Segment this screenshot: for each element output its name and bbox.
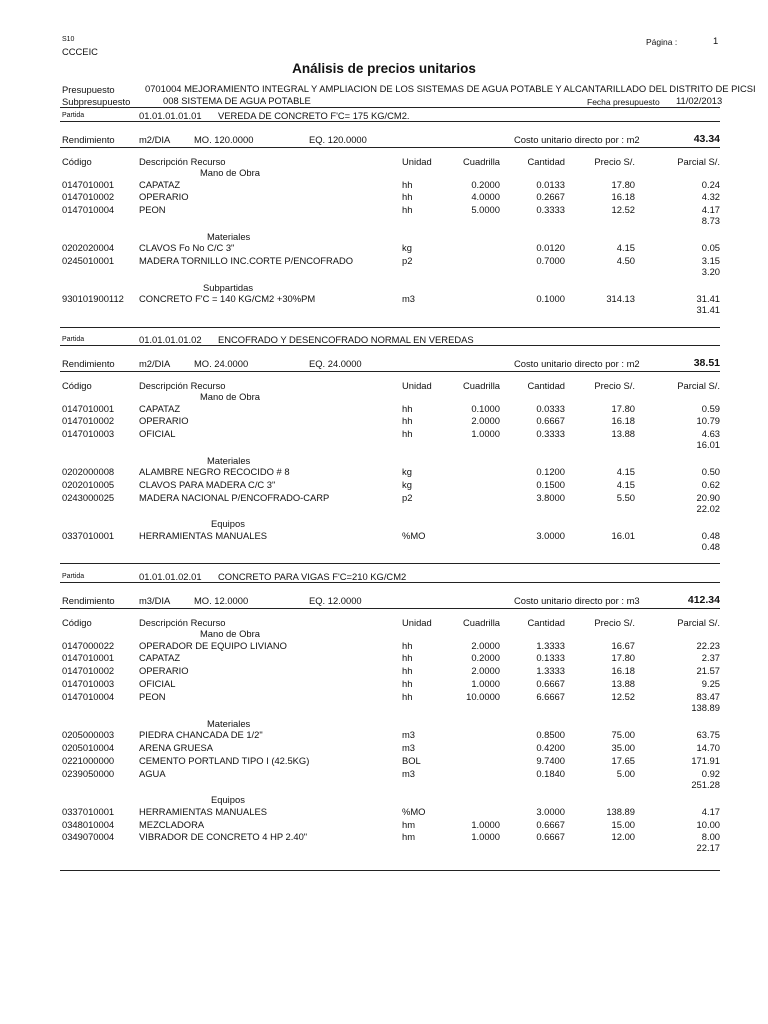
costo-label — [514, 358, 640, 369]
cell-code: 0147010004 — [62, 204, 115, 216]
cell-code: 0147010001 — [62, 178, 115, 190]
cell-parcial: 0.62 — [701, 479, 720, 491]
table-row — [0, 806, 768, 818]
cell-code: 0205010004 — [62, 741, 115, 753]
costo-label — [514, 595, 640, 606]
cell-description: OPERARIO — [139, 415, 189, 427]
cell-cuadrilla: 10.0000 — [466, 691, 500, 703]
partida-divider — [60, 582, 720, 583]
costo-value: 43.34 — [693, 133, 720, 145]
cell-precio: 12.00 — [611, 831, 635, 843]
group-total: 0.48 — [701, 540, 720, 552]
cell-code: 930101900112 — [62, 293, 124, 304]
col-cantidad: Cantidad — [527, 380, 565, 391]
cell-description: MADERA NACIONAL P/ENCOFRADO-CARP — [139, 492, 330, 503]
cell-unit: hh — [402, 639, 413, 651]
cell-parcial: 0.59 — [701, 402, 720, 414]
cell-cantidad: 0.1200 — [536, 466, 565, 478]
rendimiento-label: Rendimiento — [62, 358, 115, 369]
costo-unit: m2 — [626, 134, 640, 145]
cell-code: 0337010001 — [62, 805, 115, 817]
costo-value: 412.34 — [687, 594, 720, 606]
cell-cantidad: 6.6667 — [536, 691, 565, 703]
cell-description: VIBRADOR DE CONCRETO 4 HP 2.40" — [139, 831, 308, 843]
cell-unit: %MO — [402, 805, 426, 817]
cell-cantidad: 0.6667 — [536, 678, 565, 690]
cell-precio: 16.01 — [611, 529, 635, 541]
cell-description: HERRAMIENTAS MANUALES — [139, 529, 267, 541]
group-title: Mano de Obra — [200, 628, 260, 639]
cell-description: OPERADOR DE EQUIPO LIVIANO — [139, 639, 287, 651]
cell-unit: m3 — [402, 741, 416, 753]
cell-precio: 138.89 — [606, 805, 635, 817]
page-label: Página : — [646, 37, 678, 47]
col-unidad: Unidad — [402, 617, 432, 628]
cell-parcial: 31.41 — [696, 293, 720, 304]
rendimiento-divider — [60, 371, 720, 372]
cell-cuadrilla: 0.2000 — [471, 178, 500, 190]
cell-description: CLAVOS Fo No C/C 3" — [139, 242, 235, 254]
cell-parcial: 0.92 — [701, 767, 720, 779]
cell-description: ARENA GRUESA — [139, 741, 213, 753]
group-total: 3.20 — [701, 266, 720, 277]
cell-cuadrilla: 2.0000 — [471, 415, 500, 427]
cell-unit: hh — [402, 415, 413, 427]
partida-divider — [60, 345, 720, 346]
table-row — [0, 819, 768, 831]
cell-code: 0243000025 — [62, 492, 115, 503]
cell-parcial: 3.15 — [701, 255, 720, 267]
cell-cuadrilla: 1.0000 — [471, 818, 500, 830]
cell-precio: 17.80 — [611, 402, 635, 414]
cell-cantidad: 1.3333 — [536, 639, 565, 651]
cell-cantidad: 0.1500 — [536, 479, 565, 491]
system-code: S10 — [62, 36, 75, 43]
cell-precio: 16.18 — [611, 665, 635, 677]
col-descripcion: Descripción Recurso — [139, 380, 226, 391]
cell-cantidad: 0.1333 — [536, 652, 565, 664]
cell-description: CAPATAZ — [139, 402, 181, 414]
cell-cantidad: 0.4200 — [536, 741, 565, 753]
group-total: 31.41 — [696, 303, 720, 315]
cell-code: 0239050000 — [62, 767, 115, 779]
cell-unit: hh — [402, 678, 413, 690]
partida-label: Partida — [62, 573, 85, 580]
rendimiento-unit: m2/DIA — [139, 358, 171, 369]
col-unidad: Unidad — [402, 156, 432, 167]
costo-unit: m3 — [626, 595, 640, 606]
company-name: CCCEIC — [62, 46, 98, 57]
cell-description: PEON — [139, 691, 166, 703]
group-total: 16.01 — [696, 439, 720, 451]
subpresupuesto-label: Subpresupuesto — [62, 96, 131, 107]
cell-parcial: 0.24 — [701, 178, 720, 190]
cell-unit: hh — [402, 178, 413, 190]
partida-divider — [60, 121, 720, 122]
costo-value: 38.51 — [693, 357, 720, 369]
cell-parcial: 4.17 — [701, 204, 720, 216]
cell-parcial: 171.91 — [691, 754, 720, 766]
cell-unit: p2 — [402, 255, 413, 267]
cell-unit: m3 — [402, 729, 416, 740]
cell-unit: hh — [402, 428, 413, 440]
cell-precio: 17.65 — [611, 754, 635, 766]
cell-parcial: 10.79 — [696, 415, 720, 427]
cell-parcial: 14.70 — [696, 741, 720, 753]
rendimiento-unit: m3/DIA — [139, 595, 171, 606]
fecha-label: Fecha presupuesto — [587, 97, 660, 107]
cell-precio: 4.15 — [616, 242, 635, 254]
rendimiento-divider — [60, 147, 720, 148]
cell-unit: hm — [402, 818, 416, 830]
group-total: 8.73 — [701, 215, 720, 227]
rendimiento-unit: m2/DIA — [139, 134, 171, 145]
partida-name: ENCOFRADO Y DESENCOFRADO NORMAL EN VEREDAS — [218, 334, 474, 345]
cell-precio: 4.15 — [616, 479, 635, 491]
cell-description: MADERA TORNILLO INC.CORTE P/ENCOFRADO — [139, 255, 354, 267]
cell-code: 0205000003 — [62, 729, 115, 740]
column-header — [0, 380, 768, 392]
costo-label-text: Costo unitario directo por : — [514, 595, 627, 606]
cell-precio: 17.80 — [611, 178, 635, 190]
cell-cantidad: 0.6667 — [536, 415, 565, 427]
cell-code: 0147010002 — [62, 415, 115, 427]
cell-parcial: 0.48 — [701, 529, 720, 541]
cell-cantidad: 0.3333 — [536, 428, 565, 440]
table-row — [0, 729, 768, 741]
col-unidad: Unidad — [402, 380, 432, 391]
cell-precio: 16.18 — [611, 191, 635, 203]
cell-cantidad: 0.0333 — [536, 402, 565, 414]
cell-cantidad: 0.0120 — [536, 242, 565, 254]
col-cuadrilla: Cuadrilla — [463, 156, 500, 167]
mo-value: MO. 120.0000 — [194, 134, 254, 145]
cell-description: HERRAMIENTAS MANUALES — [139, 805, 267, 817]
cell-precio: 13.88 — [611, 678, 635, 690]
cell-code: 0147010002 — [62, 665, 115, 677]
cell-cantidad: 0.3333 — [536, 204, 565, 216]
partida-name: VEREDA DE CONCRETO F'C= 175 KG/CM2. — [218, 110, 410, 121]
cell-unit: kg — [402, 242, 412, 254]
cell-precio: 12.52 — [611, 204, 635, 216]
cell-code: 0147010003 — [62, 678, 115, 690]
col-parcial: Parcial S/. — [677, 617, 720, 628]
cell-unit: p2 — [402, 492, 413, 503]
cell-unit: hh — [402, 691, 413, 703]
column-header — [0, 617, 768, 629]
cell-precio: 35.00 — [611, 741, 635, 753]
cell-description: CEMENTO PORTLAND TIPO I (42.5KG) — [139, 754, 310, 766]
cell-precio: 13.88 — [611, 428, 635, 440]
table-row — [0, 678, 768, 690]
cell-cantidad: 3.0000 — [536, 529, 565, 541]
cell-code: 0202000008 — [62, 466, 115, 478]
group-title: Equipos — [211, 794, 245, 806]
cell-parcial: 10.00 — [696, 818, 720, 830]
cell-unit: hm — [402, 831, 416, 843]
eq-value: EQ. 24.0000 — [309, 358, 362, 369]
col-descripcion: Descripción Recurso — [139, 156, 226, 167]
cell-unit: hh — [402, 191, 413, 203]
header-divider — [60, 107, 720, 108]
cell-description: OFICIAL — [139, 678, 176, 690]
group-title: Equipos — [211, 518, 245, 530]
table-row — [0, 191, 768, 203]
cell-parcial: 83.47 — [696, 691, 720, 703]
cell-precio: 12.52 — [611, 691, 635, 703]
cell-description: PIEDRA CHANCADA DE 1/2" — [139, 729, 263, 740]
col-cuadrilla: Cuadrilla — [463, 617, 500, 628]
mo-value: MO. 24.0000 — [194, 358, 249, 369]
cell-precio: 16.18 — [611, 415, 635, 427]
table-row — [0, 242, 768, 254]
table-row — [0, 479, 768, 491]
group-title: Materiales — [207, 230, 251, 242]
cell-cuadrilla: 1.0000 — [471, 678, 500, 690]
cell-cantidad: 0.2667 — [536, 191, 565, 203]
table-row — [0, 415, 768, 427]
cell-description: AGUA — [139, 767, 166, 779]
subpresupuesto-value: 008 SISTEMA DE AGUA POTABLE — [163, 95, 311, 106]
cell-code: 0147010003 — [62, 428, 115, 440]
group-title: Mano de Obra — [200, 167, 260, 178]
partida-code: 01.01.01.01.01 — [139, 110, 202, 121]
column-header — [0, 156, 768, 168]
cell-unit: hh — [402, 652, 413, 664]
cell-precio: 4.15 — [616, 466, 635, 478]
group-title: Materiales — [207, 454, 251, 466]
cell-unit: hh — [402, 402, 413, 414]
rendimiento-divider — [60, 608, 720, 609]
cell-parcial: 22.23 — [696, 639, 720, 651]
cell-code: 0245010001 — [62, 255, 115, 267]
cell-description: OPERARIO — [139, 191, 189, 203]
table-row — [0, 466, 768, 478]
cell-parcial: 4.63 — [701, 428, 720, 440]
cell-code: 0348010004 — [62, 818, 115, 830]
table-row — [0, 179, 768, 191]
cell-cantidad: 0.6667 — [536, 831, 565, 843]
cell-unit: hh — [402, 665, 413, 677]
cell-cuadrilla: 0.1000 — [471, 402, 500, 414]
cell-description: CAPATAZ — [139, 652, 181, 664]
costo-label-text: Costo unitario directo por : — [514, 358, 627, 369]
cell-code: 0337010001 — [62, 529, 115, 541]
cell-description: CLAVOS PARA MADERA C/C 3" — [139, 479, 276, 491]
page-number: 1 — [713, 35, 719, 46]
page-title: Análisis de precios unitarios — [292, 61, 476, 76]
cell-cantidad: 9.7400 — [536, 754, 565, 766]
fecha-value: 11/02/2013 — [676, 95, 723, 106]
cell-code: 0147010004 — [62, 691, 115, 703]
partida-end-divider — [60, 327, 720, 328]
partida-name: CONCRETO PARA VIGAS F'C=210 KG/CM2 — [218, 571, 407, 582]
col-parcial: Parcial S/. — [677, 380, 720, 391]
cell-unit: hh — [402, 204, 413, 216]
col-descripcion: Descripción Recurso — [139, 617, 226, 628]
cell-cantidad: 0.1840 — [536, 767, 565, 779]
cell-description: MEZCLADORA — [139, 818, 205, 830]
cell-cantidad: 0.1000 — [536, 293, 565, 304]
partida-end-divider — [60, 563, 720, 564]
cell-cantidad: 3.8000 — [536, 492, 565, 503]
partida-code: 01.01.01.02.01 — [139, 571, 202, 582]
col-parcial: Parcial S/. — [677, 156, 720, 167]
cell-parcial: 8.00 — [701, 831, 720, 843]
table-row — [0, 755, 768, 767]
cell-cuadrilla: 0.2000 — [471, 652, 500, 664]
cell-cuadrilla: 2.0000 — [471, 639, 500, 651]
cell-precio: 314.13 — [606, 293, 635, 304]
cell-cuadrilla: 4.0000 — [471, 191, 500, 203]
cell-cuadrilla: 1.0000 — [471, 831, 500, 843]
cell-code: 0147010001 — [62, 652, 115, 664]
cell-precio: 4.50 — [616, 255, 635, 267]
cell-precio: 16.67 — [611, 639, 635, 651]
cell-cantidad: 0.7000 — [536, 255, 565, 267]
cell-cuadrilla: 2.0000 — [471, 665, 500, 677]
partida-code: 01.01.01.01.02 — [139, 334, 202, 345]
group-total: 251.28 — [691, 778, 720, 790]
group-total: 22.17 — [696, 842, 720, 854]
cell-description: CONCRETO F'C = 140 KG/CM2 +30%PM — [139, 293, 316, 304]
eq-value: EQ. 120.0000 — [309, 134, 367, 145]
cell-code: 0147010001 — [62, 402, 115, 414]
cell-unit: m3 — [402, 767, 416, 779]
cell-parcial: 2.37 — [701, 652, 720, 664]
cell-parcial: 21.57 — [696, 665, 720, 677]
cell-description: ALAMBRE NEGRO RECOCIDO # 8 — [139, 466, 290, 478]
cell-unit: kg — [402, 466, 412, 478]
partida-label: Partida — [62, 336, 85, 343]
col-cantidad: Cantidad — [527, 156, 565, 167]
group-title: Materiales — [207, 717, 251, 729]
col-codigo: Código — [62, 617, 92, 628]
cell-code: 0147010002 — [62, 191, 115, 203]
table-row — [0, 403, 768, 415]
col-codigo: Código — [62, 156, 92, 167]
partida-end-divider — [60, 870, 720, 871]
table-row — [0, 665, 768, 677]
cell-precio: 17.80 — [611, 652, 635, 664]
partida-label: Partida — [62, 112, 85, 119]
cell-parcial: 0.05 — [701, 242, 720, 254]
cell-parcial: 0.50 — [701, 466, 720, 478]
cell-description: CAPATAZ — [139, 178, 181, 190]
rendimiento-label: Rendimiento — [62, 134, 115, 145]
costo-unit: m2 — [626, 358, 640, 369]
cell-unit: %MO — [402, 529, 426, 541]
cell-cantidad: 0.0133 — [536, 178, 565, 190]
cell-cantidad: 1.3333 — [536, 665, 565, 677]
cell-parcial: 20.90 — [696, 492, 720, 503]
table-row — [0, 652, 768, 664]
cell-description: PEON — [139, 204, 166, 216]
cell-unit: m3 — [402, 293, 416, 304]
col-precio: Precio S/. — [594, 380, 635, 391]
cell-precio: 5.50 — [616, 492, 635, 503]
col-precio: Precio S/. — [594, 617, 635, 628]
cell-parcial: 9.25 — [701, 678, 720, 690]
cell-precio: 5.00 — [616, 767, 635, 779]
col-cantidad: Cantidad — [527, 617, 565, 628]
cell-code: 0221000000 — [62, 754, 115, 766]
table-row — [0, 640, 768, 652]
cell-description: OPERARIO — [139, 665, 189, 677]
cell-precio: 15.00 — [611, 818, 635, 830]
group-title: Subpartidas — [203, 281, 254, 293]
cell-cantidad: 0.6667 — [536, 818, 565, 830]
presupuesto-label: Presupuesto — [62, 84, 115, 95]
group-total: 22.02 — [696, 502, 720, 514]
cell-code: 0202010005 — [62, 479, 115, 491]
cell-code: 0147000022 — [62, 639, 115, 651]
cell-parcial: 63.75 — [696, 729, 720, 740]
cell-description: OFICIAL — [139, 428, 176, 440]
cell-unit: BOL — [402, 754, 421, 766]
cell-cuadrilla: 1.0000 — [471, 428, 500, 440]
col-codigo: Código — [62, 380, 92, 391]
col-precio: Precio S/. — [594, 156, 635, 167]
cell-unit: kg — [402, 479, 412, 491]
cell-cantidad: 0.8500 — [536, 729, 565, 740]
mo-value: MO. 12.0000 — [194, 595, 249, 606]
costo-label-text: Costo unitario directo por : — [514, 134, 627, 145]
eq-value: EQ. 12.0000 — [309, 595, 362, 606]
table-row — [0, 742, 768, 754]
cell-parcial: 4.17 — [701, 805, 720, 817]
cell-parcial: 4.32 — [701, 191, 720, 203]
cell-cuadrilla: 5.0000 — [471, 204, 500, 216]
cell-code: 0349070004 — [62, 831, 115, 843]
cell-cantidad: 3.0000 — [536, 805, 565, 817]
costo-label — [514, 134, 640, 145]
col-cuadrilla: Cuadrilla — [463, 380, 500, 391]
presupuesto-value: 0701004 MEJORAMIENTO INTEGRAL Y AMPLIACION DE LOS SISTEMAS DE AGUA POTABLE Y ALCANTARILLADO DEL DISTRITO DE PICSI — [145, 83, 756, 94]
group-title: Mano de Obra — [200, 391, 260, 402]
cell-code: 0202020004 — [62, 242, 115, 254]
rendimiento-label: Rendimiento — [62, 595, 115, 606]
group-total: 138.89 — [691, 702, 720, 713]
cell-precio: 75.00 — [611, 729, 635, 740]
